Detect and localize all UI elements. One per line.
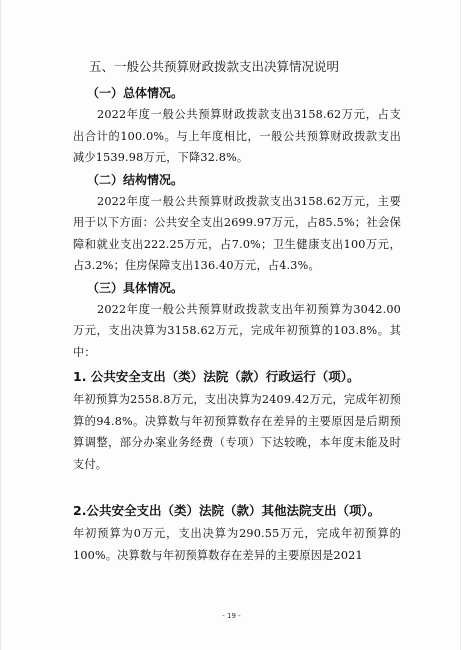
overall-paragraph: 2022年度一般公共预算财政拨款支出3158.62万元，占支出合计的100.0%。与上年度相比，一般公共预算财政拨款支出减少1539.98万元，下降32.8%。 [73,108,401,164]
section-title: 五、一般公共预算财政拨款支出决算情况说明 [89,59,340,74]
page-content [73,56,401,566]
page-number: - 19 - [222,612,241,620]
item-1-title: 1. 公共安全支出（类）法院（款）行政运行（项）。 [73,369,360,384]
detail-paragraph: 2022年度一般公共预算财政拨款支出年初预算为3042.00万元，支出决算为3158.62万元，完成年初预算的103.8%。其中： [73,302,401,359]
item-1-paragraph: 年初预算为2558.8万元，支出决算为2409.42万元，完成年初预算的94.8%。决算数与年初预算数存在差异的主要原因是后期预算调整，部分办案业务经费（专项）下达较晚，本年度未能及时支付。 [73,393,401,471]
structure-heading: （二）结构情况。 [87,172,184,187]
overall-heading: （一）总体情况。 [87,86,184,100]
detail-heading: （三）具体情况。 [87,280,184,295]
structure-paragraph: 2022年度一般公共预算财政拨款支出3158.62万元，主要用于以下方面：公共安全支出2699.97万元，占85.5%；社会保障和就业支出222.25万元，占7.0%；卫生健康支出100万元，占3.2%；住房保障支出136.40万元，占4.3%。 [73,194,401,272]
spacer [73,475,401,497]
item-2-paragraph: 年初预算为0万元，支出决算为290.55万元，完成年初预算的100%。决算数与年初预算数存在差异的主要原因是2021 [73,527,401,562]
item-2-title: 2.公共安全支出（类）法院（款）其他法院支出（项）。 [73,503,381,518]
